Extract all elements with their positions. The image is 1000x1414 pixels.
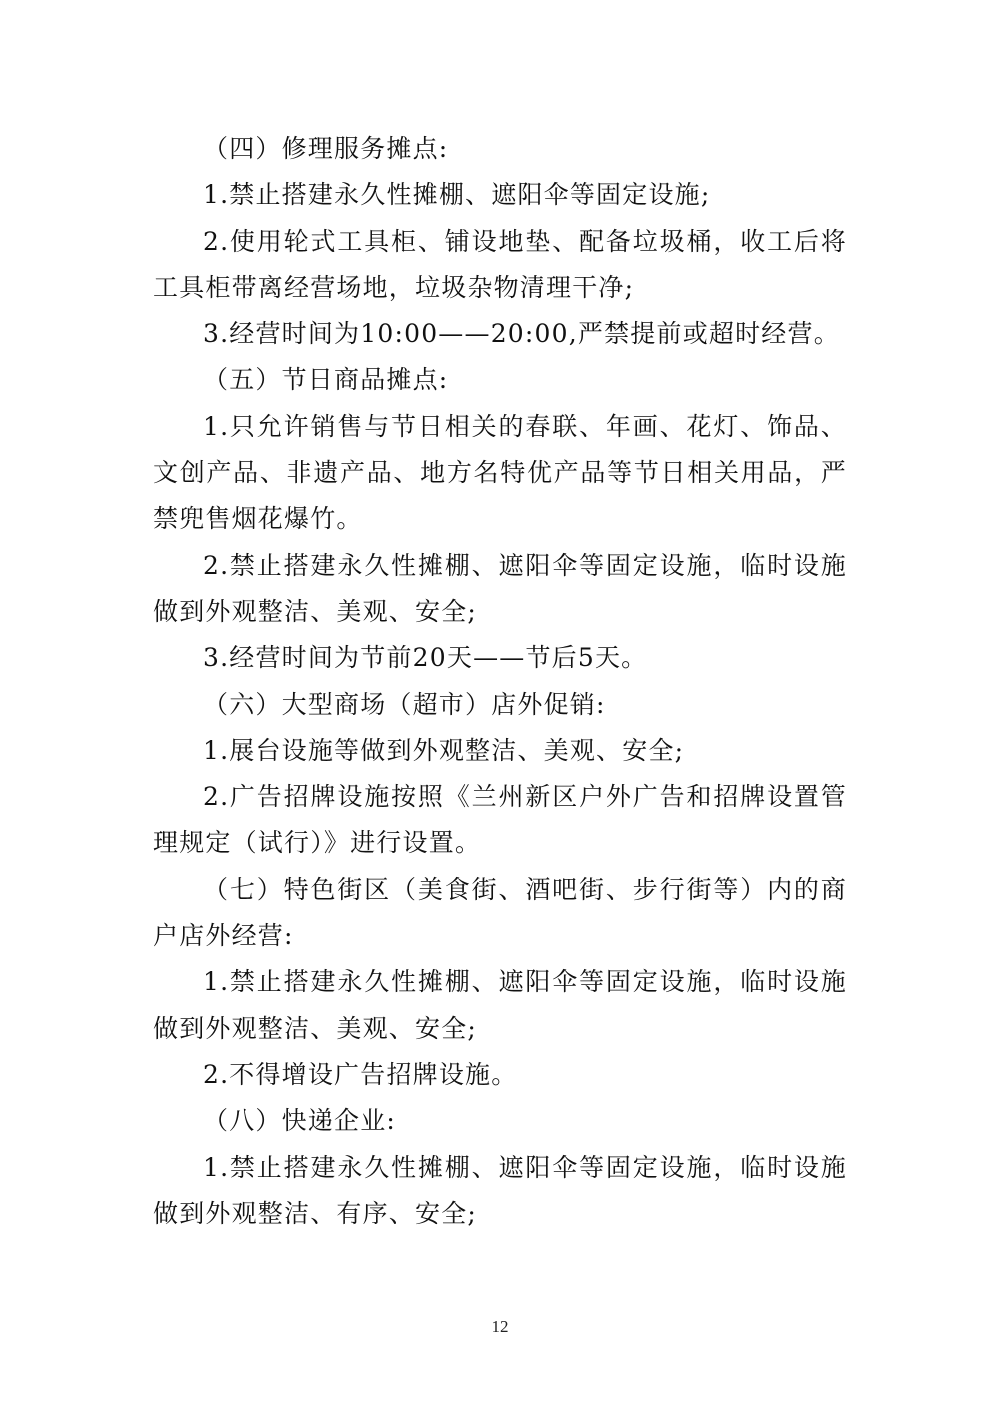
page-number: 12 bbox=[491, 1317, 509, 1336]
document-body bbox=[153, 126, 847, 1237]
section-heading-express-companies: （八）快递企业: bbox=[203, 1106, 397, 1136]
list-item: 2.广告招牌设施按照《兰州新区户外广告和招牌设置管理规定（试行）》进行设置。 bbox=[153, 782, 847, 858]
list-item: 2.使用轮式工具柜、铺设地垫、配备垃圾桶，收工后将工具柜带离经营场地，垃圾杂物清理干净; bbox=[153, 226, 847, 302]
list-item: 1.展台设施等做到外观整洁、美观、安全; bbox=[203, 735, 685, 765]
list-item: 3.经营时间为节前20天——节后5天。 bbox=[203, 643, 648, 673]
list-item: 3.经营时间为10:00——20:00,严禁提前或超时经营。 bbox=[203, 319, 840, 349]
list-item: 2.不得增设广告招牌设施。 bbox=[203, 1059, 518, 1089]
list-item: 1.禁止搭建永久性摊棚、遮阳伞等固定设施; bbox=[203, 180, 711, 210]
list-item: 1.禁止搭建永久性摊棚、遮阳伞等固定设施，临时设施做到外观整洁、有序、安全; bbox=[153, 1152, 847, 1228]
list-item: 1.禁止搭建永久性摊棚、遮阳伞等固定设施，临时设施做到外观整洁、美观、安全; bbox=[153, 967, 847, 1043]
section-heading-repair-stalls: （四）修理服务摊点: bbox=[203, 134, 449, 163]
list-item: 1.只允许销售与节日相关的春联、年画、花灯、饰品、文创产品、非遗产品、地方名特优产品等节日相关用品，严禁兜售烟花爆竹。 bbox=[153, 411, 847, 534]
section-heading-featured-districts: （七）特色街区（美食街、酒吧街、步行街等）内的商户店外经营: bbox=[153, 874, 847, 951]
list-item: 2.禁止搭建永久性摊棚、遮阳伞等固定设施，临时设施做到外观整洁、美观、安全; bbox=[153, 550, 847, 626]
section-heading-mall-promotion: （六）大型商场（超市）店外促销: bbox=[203, 689, 606, 719]
section-heading-holiday-stalls: （五）节日商品摊点: bbox=[203, 365, 449, 395]
